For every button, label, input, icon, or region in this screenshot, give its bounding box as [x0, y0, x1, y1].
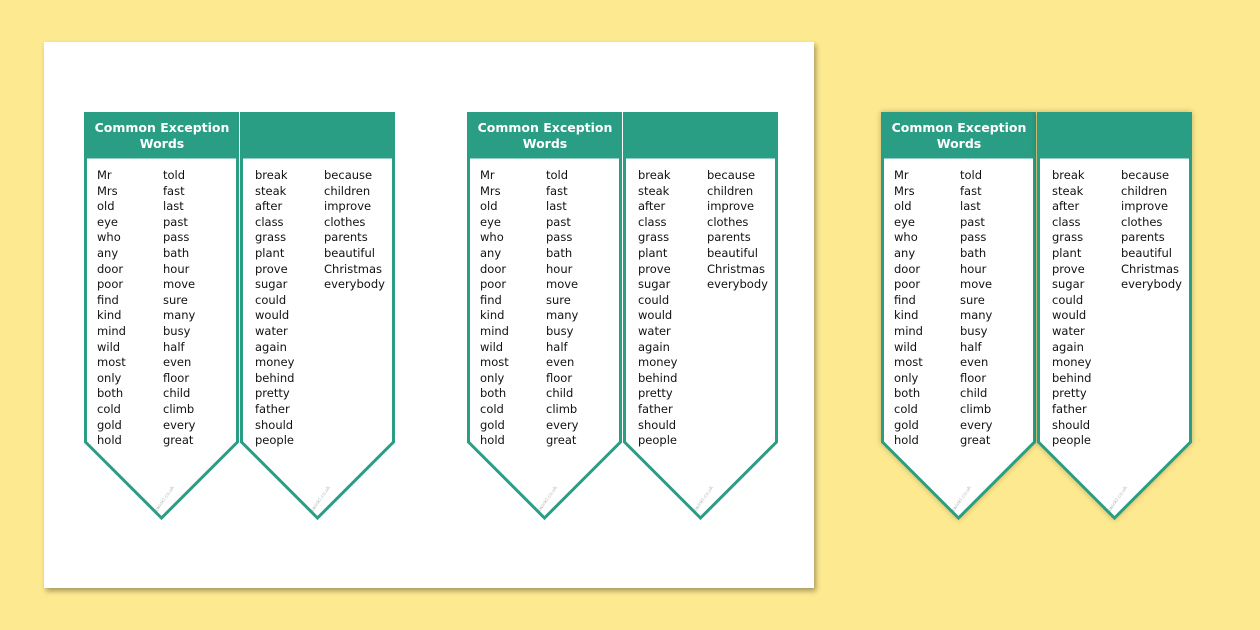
word-item: after — [638, 199, 666, 214]
bookmark-title: Common Exception Words — [477, 120, 613, 151]
word-item: who — [97, 230, 121, 245]
word-item: kind — [97, 308, 122, 323]
credit-text: twinkl.co.uk — [153, 485, 176, 513]
credit-text: twinkl.co.uk — [950, 485, 973, 513]
word-item: steak — [638, 183, 670, 198]
word-item: floor — [163, 370, 190, 385]
word-item: bath — [960, 245, 987, 260]
word-item: water — [1052, 323, 1085, 338]
word-item: mind — [480, 323, 509, 338]
word-item: class — [1052, 214, 1081, 229]
word-column — [1121, 168, 1182, 293]
word-column — [960, 168, 993, 449]
word-item: great — [960, 433, 991, 448]
word-item: child — [163, 386, 191, 401]
word-item: fast — [546, 183, 568, 198]
word-item: parents — [1121, 230, 1165, 245]
word-column — [546, 168, 579, 449]
word-item: past — [546, 214, 571, 229]
word-item: every — [163, 417, 196, 432]
word-item: grass — [1052, 230, 1084, 245]
word-item: Christmas — [324, 261, 382, 276]
word-item: should — [638, 417, 677, 432]
bookmark-words-left — [84, 112, 239, 520]
word-item: told — [163, 168, 186, 182]
word-item: beautiful — [707, 245, 758, 260]
word-item: hold — [97, 433, 122, 448]
word-column — [894, 168, 923, 449]
word-column — [255, 168, 294, 449]
word-item: climb — [546, 401, 578, 416]
word-item: any — [480, 245, 502, 260]
word-item: again — [255, 339, 287, 354]
word-item: class — [638, 214, 667, 229]
word-item: parents — [324, 230, 368, 245]
bookmark-words-right — [240, 112, 395, 520]
credit-text: twinkl.co.uk — [1106, 485, 1129, 513]
word-item: again — [638, 339, 670, 354]
word-item: Mr — [97, 168, 112, 182]
word-item: gold — [97, 417, 122, 432]
word-item: money — [255, 355, 295, 370]
word-item: plant — [638, 245, 668, 260]
word-item: find — [894, 292, 916, 307]
word-item: any — [894, 245, 916, 260]
word-item: parents — [707, 230, 751, 245]
bookmark-header — [242, 114, 394, 159]
word-item: everybody — [324, 277, 385, 292]
word-item: because — [1121, 168, 1170, 182]
word-item: Mrs — [894, 183, 915, 198]
word-item: past — [163, 214, 188, 229]
word-item: pretty — [255, 386, 290, 401]
word-item: behind — [638, 370, 678, 385]
credit-text: twinkl.co.uk — [309, 485, 332, 513]
word-item: children — [324, 183, 371, 198]
word-item: break — [638, 168, 671, 182]
word-item: after — [1052, 199, 1080, 214]
word-item: move — [546, 277, 579, 292]
word-item: cold — [480, 401, 504, 416]
word-item: most — [894, 355, 923, 370]
word-item: grass — [638, 230, 670, 245]
word-item: class — [255, 214, 284, 229]
word-item: break — [1052, 168, 1085, 182]
word-item: steak — [1052, 183, 1084, 198]
word-item: find — [480, 292, 502, 307]
credit-text: twinkl.co.uk — [692, 485, 715, 513]
word-item: both — [480, 386, 507, 401]
word-column — [707, 168, 768, 293]
word-item: hour — [546, 261, 573, 276]
word-item: Mrs — [480, 183, 501, 198]
bookmark-words-left — [881, 112, 1036, 520]
word-item: kind — [480, 308, 505, 323]
word-item: mind — [97, 323, 126, 338]
word-item: plant — [255, 245, 285, 260]
word-item: again — [1052, 339, 1084, 354]
word-item: prove — [1052, 261, 1085, 276]
word-item: kind — [894, 308, 919, 323]
word-item: told — [960, 168, 983, 182]
word-item: hour — [960, 261, 987, 276]
word-item: Christmas — [1121, 261, 1179, 276]
word-item: sure — [960, 292, 985, 307]
word-item: steak — [255, 183, 287, 198]
word-item: even — [960, 355, 989, 370]
word-item: wild — [97, 339, 121, 354]
word-column — [1052, 168, 1091, 449]
word-item: poor — [97, 277, 124, 292]
word-item: plant — [1052, 245, 1082, 260]
word-item: any — [97, 245, 119, 260]
word-item: both — [894, 386, 921, 401]
word-item: old — [97, 199, 115, 214]
word-item: fast — [960, 183, 982, 198]
bookmark-header — [1039, 114, 1191, 159]
word-item: fast — [163, 183, 185, 198]
word-column — [97, 168, 126, 449]
word-item: should — [255, 417, 294, 432]
word-item: everybody — [707, 277, 768, 292]
word-item: would — [638, 308, 673, 323]
word-item: father — [1052, 401, 1087, 416]
word-item: everybody — [1121, 277, 1182, 292]
word-item: pretty — [638, 386, 673, 401]
word-item: gold — [894, 417, 919, 432]
word-item: hour — [163, 261, 190, 276]
word-item: sugar — [638, 277, 671, 292]
word-item: Christmas — [707, 261, 765, 276]
word-item: money — [638, 355, 678, 370]
word-item: many — [546, 308, 579, 323]
word-item: sure — [546, 292, 571, 307]
word-item: children — [707, 183, 754, 198]
word-item: most — [480, 355, 509, 370]
word-item: behind — [255, 370, 295, 385]
word-item: half — [546, 339, 568, 354]
bookmark-header — [625, 114, 777, 159]
word-item: behind — [1052, 370, 1092, 385]
word-item: cold — [97, 401, 121, 416]
word-item: beautiful — [1121, 245, 1172, 260]
word-item: old — [480, 199, 498, 214]
word-item: improve — [324, 199, 372, 214]
word-item: move — [163, 277, 196, 292]
word-item: pass — [163, 230, 190, 245]
word-item: eye — [480, 214, 501, 229]
word-item: could — [638, 292, 670, 307]
word-item: would — [1052, 308, 1087, 323]
word-item: after — [255, 199, 283, 214]
word-item: improve — [707, 199, 755, 214]
word-item: even — [546, 355, 575, 370]
word-item: clothes — [1121, 214, 1163, 229]
word-item: last — [960, 199, 981, 214]
word-item: poor — [894, 277, 921, 292]
word-item: who — [480, 230, 504, 245]
word-item: gold — [480, 417, 505, 432]
word-item: pass — [546, 230, 573, 245]
word-item: great — [546, 433, 577, 448]
word-item: even — [163, 355, 192, 370]
word-item: many — [163, 308, 196, 323]
word-item: people — [638, 433, 677, 448]
word-item: clothes — [707, 214, 749, 229]
word-item: half — [960, 339, 982, 354]
word-item: who — [894, 230, 918, 245]
word-item: door — [97, 261, 124, 276]
word-item: move — [960, 277, 993, 292]
word-item: father — [255, 401, 290, 416]
word-item: bath — [546, 245, 573, 260]
word-item: would — [255, 308, 290, 323]
bookmark-title: Common Exception Words — [891, 120, 1027, 151]
word-item: poor — [480, 277, 507, 292]
word-item: because — [707, 168, 756, 182]
word-item: sugar — [255, 277, 288, 292]
word-item: floor — [960, 370, 987, 385]
word-item: eye — [97, 214, 118, 229]
word-item: child — [546, 386, 574, 401]
word-item: every — [546, 417, 579, 432]
word-item: floor — [546, 370, 573, 385]
word-item: last — [163, 199, 184, 214]
word-item: most — [97, 355, 126, 370]
word-item: improve — [1121, 199, 1169, 214]
word-item: people — [1052, 433, 1091, 448]
word-item: half — [163, 339, 185, 354]
word-item: old — [894, 199, 912, 214]
word-item: only — [97, 370, 122, 385]
word-item: prove — [638, 261, 671, 276]
word-item: busy — [546, 323, 574, 338]
word-item: money — [1052, 355, 1092, 370]
word-item: last — [546, 199, 567, 214]
word-item: hold — [480, 433, 505, 448]
word-item: great — [163, 433, 194, 448]
word-item: father — [638, 401, 673, 416]
word-item: Mr — [480, 168, 495, 182]
word-item: wild — [480, 339, 504, 354]
word-item: could — [255, 292, 287, 307]
word-item: pass — [960, 230, 987, 245]
word-column — [324, 168, 385, 293]
word-item: eye — [894, 214, 915, 229]
word-item: children — [1121, 183, 1168, 198]
bookmark-words-right — [1037, 112, 1192, 520]
word-item: water — [638, 323, 671, 338]
bookmark-words-right — [623, 112, 778, 520]
word-item: both — [97, 386, 124, 401]
word-item: past — [960, 214, 985, 229]
word-item: door — [480, 261, 507, 276]
word-item: should — [1052, 417, 1091, 432]
word-item: Mr — [894, 168, 909, 182]
word-item: busy — [960, 323, 988, 338]
word-item: cold — [894, 401, 918, 416]
word-item: many — [960, 308, 993, 323]
word-item: mind — [894, 323, 923, 338]
word-item: break — [255, 168, 288, 182]
word-item: child — [960, 386, 988, 401]
word-item: busy — [163, 323, 191, 338]
word-item: people — [255, 433, 294, 448]
word-item: only — [894, 370, 919, 385]
word-item: prove — [255, 261, 288, 276]
word-item: sugar — [1052, 277, 1085, 292]
word-item: water — [255, 323, 288, 338]
word-item: every — [960, 417, 993, 432]
bookmark-words-left — [467, 112, 622, 520]
credit-text: twinkl.co.uk — [536, 485, 559, 513]
word-item: wild — [894, 339, 918, 354]
word-item: climb — [960, 401, 992, 416]
word-item: sure — [163, 292, 188, 307]
word-item: because — [324, 168, 373, 182]
bookmark-title: Common Exception Words — [94, 120, 230, 151]
word-item: climb — [163, 401, 195, 416]
word-item: Mrs — [97, 183, 118, 198]
word-column — [163, 168, 196, 449]
word-item: told — [546, 168, 569, 182]
word-item: find — [97, 292, 119, 307]
word-item: door — [894, 261, 921, 276]
word-item: grass — [255, 230, 287, 245]
word-item: bath — [163, 245, 190, 260]
word-item: clothes — [324, 214, 366, 229]
word-item: beautiful — [324, 245, 375, 260]
word-column — [638, 168, 677, 449]
word-item: only — [480, 370, 505, 385]
word-item: pretty — [1052, 386, 1087, 401]
word-item: hold — [894, 433, 919, 448]
word-column — [480, 168, 509, 449]
word-item: could — [1052, 292, 1084, 307]
